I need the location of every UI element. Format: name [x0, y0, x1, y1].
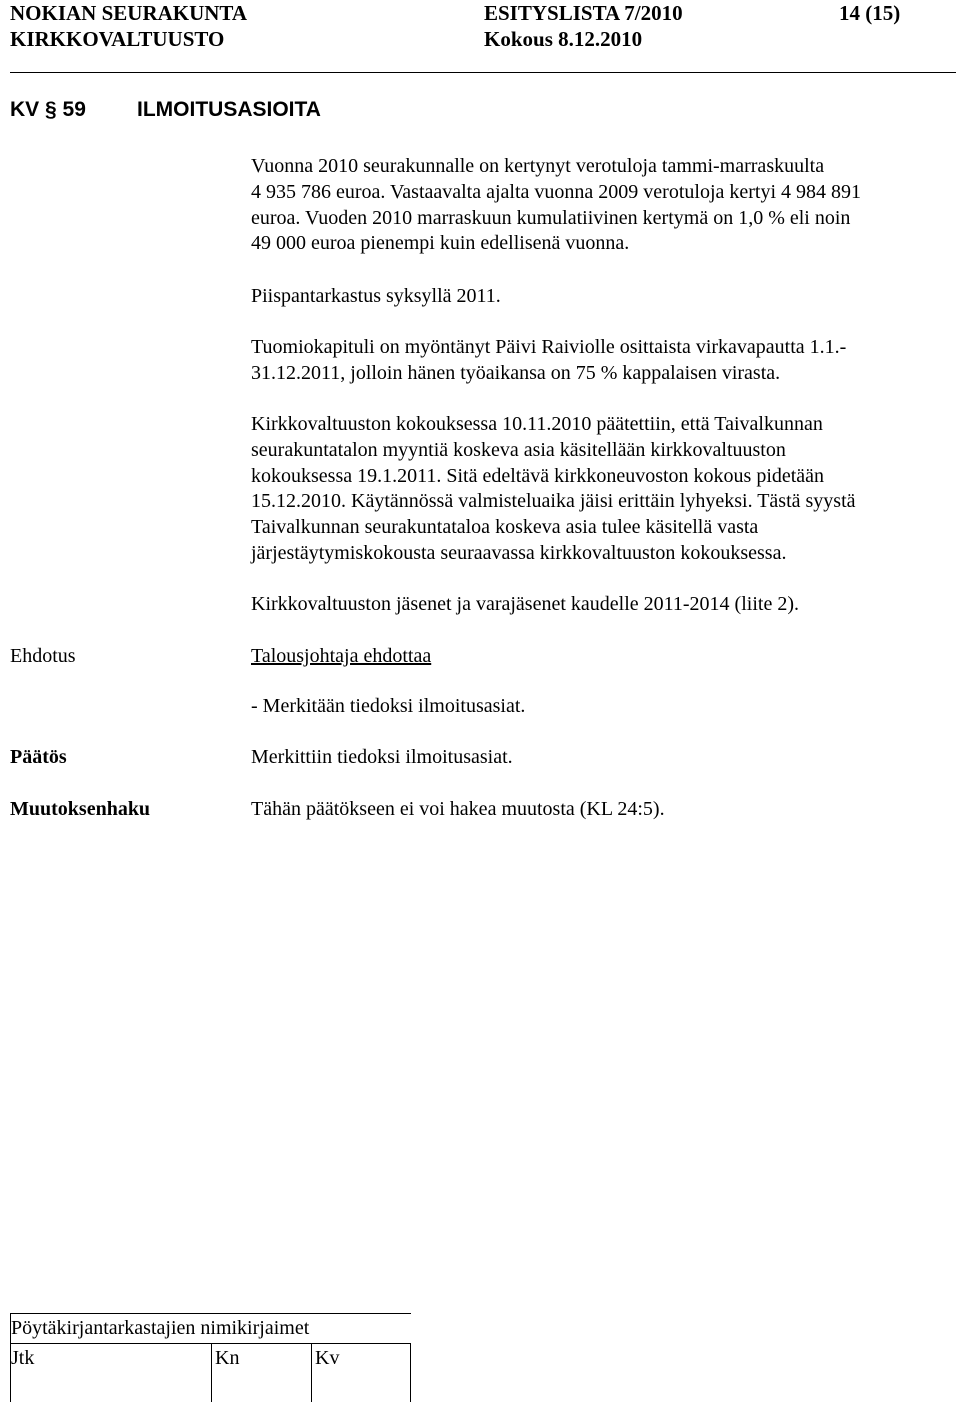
signature-initials-kv: Kv — [315, 1347, 340, 1369]
signature-divider — [311, 1344, 312, 1402]
section-title: ILMOITUSASIOITA — [137, 98, 321, 121]
paragraph-bishop-visit: Piispantarkastus syksyllä 2011. — [251, 285, 501, 307]
paragraph-council-members: Kirkkovaltuuston jäsenet ja varajäsenet kaudelle 2011-2014 (liite 2). — [251, 593, 799, 615]
paragraph-leave: Tuomiokapituli on myöntänyt Päivi Raiviolle osittaista virkavapautta 1.1.- 31.12.2011, jolloin hänen työaikansa on 75 % kappalaisen virasta. — [251, 336, 847, 384]
signature-divider — [410, 1344, 411, 1402]
header-body: KIRKKOVALTUUSTO — [10, 27, 225, 51]
header-meeting-date: Kokous 8.12.2010 — [484, 27, 643, 51]
header-page-number: 14 (15) — [839, 1, 901, 25]
appeal-label: Muutoksenhaku — [10, 798, 151, 820]
proposal-text: - Merkitään tiedoksi ilmoitusasiat. — [251, 695, 526, 717]
signature-initials-jtk: Jtk — [11, 1347, 35, 1369]
proposal-proposer: Talousjohtaja ehdottaa — [251, 645, 432, 667]
decision-text: Merkittiin tiedoksi ilmoitusasiat. — [251, 746, 513, 768]
header-divider — [10, 72, 956, 73]
signature-initials-kn: Kn — [215, 1347, 240, 1369]
signature-divider — [211, 1344, 212, 1402]
header-org: NOKIAN SEURAKUNTA — [10, 1, 248, 25]
signature-box-title: Pöytäkirjantarkastajien nimikirjaimet — [11, 1317, 310, 1339]
decision-label: Päätös — [10, 746, 67, 768]
signature-row-divider — [11, 1343, 411, 1344]
paragraph-tax-revenue: Vuonna 2010 seurakunnalle on kertynyt verotuloja tammi-marraskuulta 4 935 786 euroa. Vastaavalta ajalta vuonna 2009 verotuloja kertyi 4 984 891 euroa. Vuoden 2010 marraskuun kumulatiivinen kertymä on 1,0 % eli noin 49 000 euroa pienempi kuin edellisenä vuonna. — [251, 155, 862, 255]
section-number: KV § 59 — [10, 98, 86, 121]
header-document: ESITYSLISTA 7/2010 — [484, 1, 683, 25]
proposal-label: Ehdotus — [10, 645, 76, 667]
paragraph-taivalkunta: Kirkkovaltuuston kokouksessa 10.11.2010 päätettiin, että Taivalkunnan seurakuntatalon myyntiä koskeva asia käsitellään kirkkovaltuuston kokouksessa 19.1.2011. Sitä edeltävä kirkkoneuvoston kokous pidetään 15.12.2010. Käytännössä valmisteluaika jäisi erittäin lyhyeksi. Tästä syystä Taivalkunnan seurakuntataloa koskeva asia tulee käsitellä vasta järjestäytymiskokousta seuraavassa kirkkovaltuuston kokouksessa. — [251, 413, 856, 564]
signature-box — [10, 1313, 411, 1402]
appeal-text: Tähän päätökseen ei voi hakea muutosta (KL 24:5). — [251, 798, 665, 820]
